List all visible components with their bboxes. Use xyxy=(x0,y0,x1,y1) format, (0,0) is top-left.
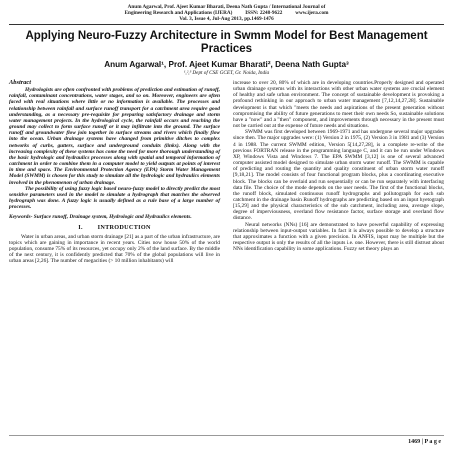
section-heading-introduction: I. INTRODUCTION xyxy=(78,224,151,232)
header-rule xyxy=(9,24,444,25)
journal-header xyxy=(9,4,444,22)
author-affiliation: ¹,²,³ Dept of CSE GCET, Gr. Noida, India xyxy=(183,70,270,76)
right-column xyxy=(233,80,444,264)
two-column-body xyxy=(9,80,444,264)
journal-header-line2: Engineering Research and Applications (IJERA) ISSN: 2248-9622 www.ijera.com xyxy=(124,10,329,16)
paper-title: Applying Neuro-Fuzzy Architecture in Swmm Model for Best Management Practices xyxy=(25,30,428,55)
keywords: Keywords- Surface runoff, Drainage system, Hydrologic and Hydraulics elements. xyxy=(9,214,192,221)
journal-header-line3: Vol. 3, Issue 4, Jul-Aug 2013, pp.1469-1476 xyxy=(179,16,274,22)
body-paragraph-3: Neural networks (NNs) [16] are demonstrated to have powerful capability of expressing relationship between input-output variables. In fact it is always possible to develop a structure that approximates a function with a given precision. In ANFIS, input may be multiple but the respective output is only the results of all the inputs i.e. one. However, there is still distrust about NNs identification capability in some applications. Fuzzy set theory plays an xyxy=(233,221,444,253)
left-column xyxy=(9,80,220,264)
body-paragraph-1: increase to over 20, 80% of which are in developing countries.Properly designed and operated urban drainage systems with its interactions with other urban water systems are crucial element of healthy and safe urban environment. The concept of sustainable development is provoking a profound rethinking in our approach to urban water management [7,12,14,27,28]. Sustainable development is that which "meets the needs and aspirations of the present generation without compromising the ability of future generations to meet their own needs So, sustainable solutions have a "now" and a "then" component, and improvements through necessary in the present must not be carried out at the expense of future needs and situations. xyxy=(233,80,444,130)
abstract-heading: Abstract xyxy=(9,79,32,86)
journal-header-line1: Anum Agarwal, Prof. Ajeet Kumar Bharati, Deena Nath Gupta / International Journal of xyxy=(127,4,326,10)
introduction-paragraph: Water in urban areas, and urban storm drainage [21] as a part of the urban infrastructure, are topics which are gaining in importance in recent years. Cities now house 50% of the world population, consume 75% of its resources, yet occupy only 2% of the land surface. By the middle of the next century, it is confidently predicted that 70% of the global populations will live in urban areas [2,26]. The number of megacities (> 10 million inhabitants) will xyxy=(9,233,220,265)
page-number: 1469 | P a g e xyxy=(408,439,441,445)
paper-authors: Anum Agarwal¹, Prof. Ajeet Kumar Bharati², Deena Nath Gupta³ xyxy=(104,60,349,69)
abstract-paragraph-2: The possibility of using fuzzy logic based neuro-fuzzy model to directly predict the most sensitive parameters used in the model to simulate a hydrograph that matches the observed hydrograph was done. A fuzzy logic is usually defined as a rule base of a large number of processes. xyxy=(9,185,220,211)
body-paragraph-2: SWMM was first developed between 1969-1971 and has undergone several major upgrades since then. The major upgrades were: (1) Version 2 in 1975, (2) Version 3 in 1981 and (3) Version 4 in 1988. The current SWMM edition, Version 5[14,27,28], is a complete re-write of the previous FORTRAN release in the programming language C, and it can be run under Windows XP, Windows Vista and Windows 7. The EPA SWMM [3,12] is one of several advanced computer assisted model designed to simulate urban storm water runoff. The SWMM is capable of predicting and routing the quantity and quality constituent of urban storm water runoff [9,18,21]. The model consists of four functional program blocks, plus a coordinating executive block. The blocks can be overlaid and run sequentially or can be run separately with interfacing data file. The choice of the mode depends on the user needs. The first of the functional blocks, the runoff block, simulated continuous runoff hydrographs and pollutograph for each sub catchment in the drainage basin Runoff hydrographs are predicting based on an input hyetograph [15,29] and the physical characteristics of the sub catchment, including area, average slope, degree of imperviousness, overland flow resistance factor, surface storage and overland flow distance. xyxy=(233,129,444,222)
abstract-paragraph-1: Hydrologists are often confronted with problems of prediction and estimation of runoff, rainfall, contaminant concentrations, water stages, and so on. Moreover, engineers are often faced with real situations where little or no information is available. The processes and relationship between rainfall and surface runoff transport for a catchment area require good understanding, as a necessary pre-requisite for preparing satisfactory drainage and storm water management projects. In the hydrological cycle, the rainfall occurs and reaching the ground may collect to form surface runoff or it may infiltrate into the ground. The surface runoff and groundwater flow join together in surface streams and rivers which finally flow into the ocean. Urban drainage systems have changed from primitive ditches to complex networks of curbs, gutters, surface and underground conduits (links). Along with the increasing complexity of these systems has come the need for more thorough understanding of the basic hydrologic and hydraulics processes along with spatial and temporal information of catchment in order to combine them in a computer model to yield outputs at points of interest in time and space. The Environmental Protection Agency (EPA) Storm Water Management Model (SWMM) is chosen for this study to simulate all the hydrologic and hydraulics elements involved in the phenomenon of urban drainage. xyxy=(9,87,220,186)
footer-rule xyxy=(9,435,444,436)
